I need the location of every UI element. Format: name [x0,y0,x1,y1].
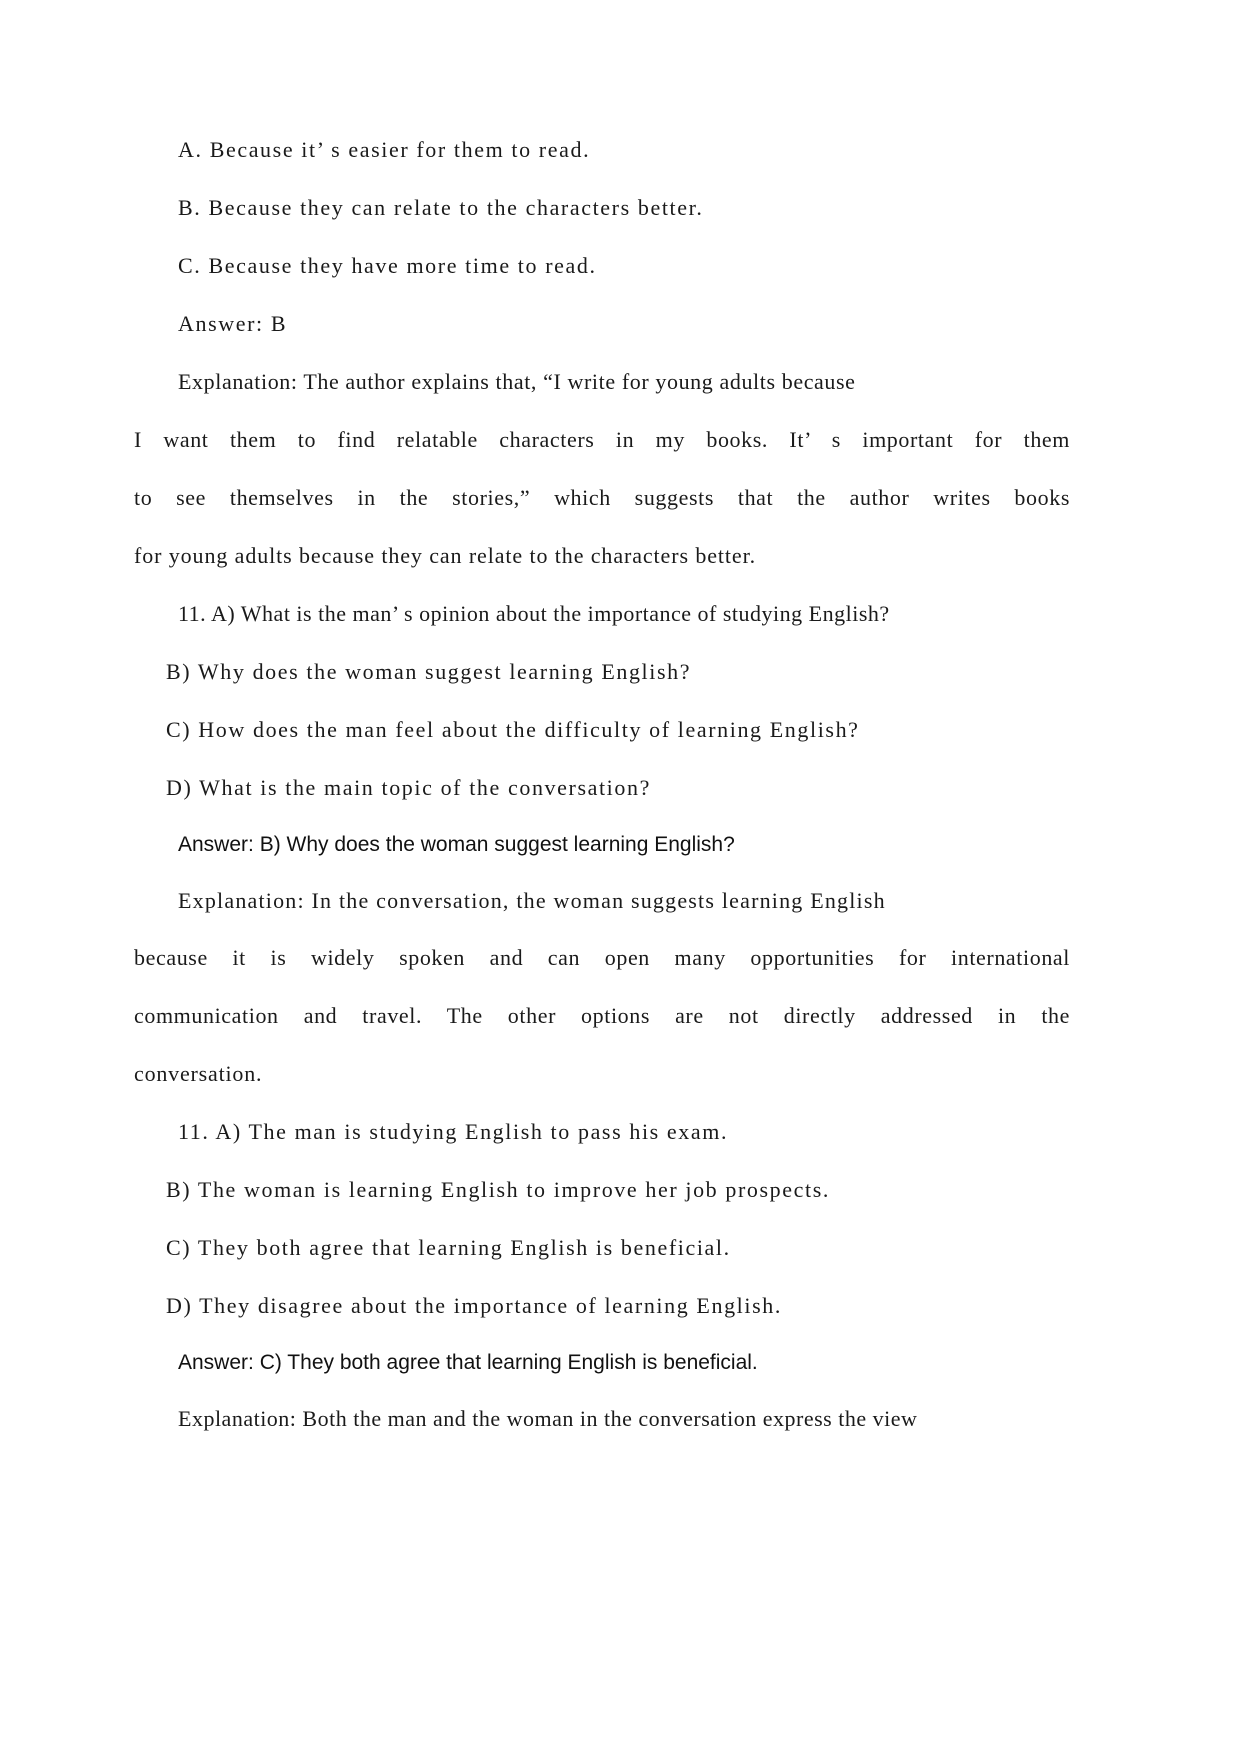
answer-line: Answer: B) Why does the woman suggest learning English? [178,833,735,856]
question-11-option-a: 11. A) The man is studying English to pass his exam. [178,1119,729,1144]
explanation-line: for young adults because they can relate to the characters better. [134,543,756,568]
question-11-option-b: B) Why does the woman suggest learning English? [166,659,692,684]
question-11-option-c: C) How does the man feel about the difficulty of learning English? [166,717,860,742]
option-b: B. Because they can relate to the characters better. [178,195,704,220]
explanation-line: Explanation: The author explains that, “I write for young adults because [178,369,856,394]
question-11-option-b: B) The woman is learning English to improve her job prospects. [166,1177,830,1202]
explanation-line: Explanation: Both the man and the woman in the conversation express the view [178,1406,918,1431]
question-11-option-d: D) They disagree about the importance of learning English. [166,1293,782,1318]
option-c: C. Because they have more time to read. [178,253,597,278]
option-a: A. Because it’ s easier for them to read. [178,137,591,162]
explanation-line: I want them to find relatable characters in my books. It’ s important for them [134,427,1070,452]
explanation-line: to see themselves in the stories,” which suggests that the author writes books [134,485,1070,510]
explanation-line: conversation. [134,1061,263,1086]
explanation-line: communication and travel. The other options are not directly addressed in the [134,1003,1070,1028]
question-11-option-a: 11. A) What is the man’ s opinion about the importance of studying English? [178,601,890,626]
answer-line: Answer: C) They both agree that learning English is beneficial. [178,1351,758,1374]
explanation-line: Explanation: In the conversation, the woman suggests learning English [178,888,886,913]
explanation-line: because it is widely spoken and can open many opportunities for international [134,945,1070,970]
question-11-option-c: C) They both agree that learning English is beneficial. [166,1235,731,1260]
question-11-option-d: D) What is the main topic of the conversation? [166,775,651,800]
answer-line: Answer: B [178,311,288,336]
